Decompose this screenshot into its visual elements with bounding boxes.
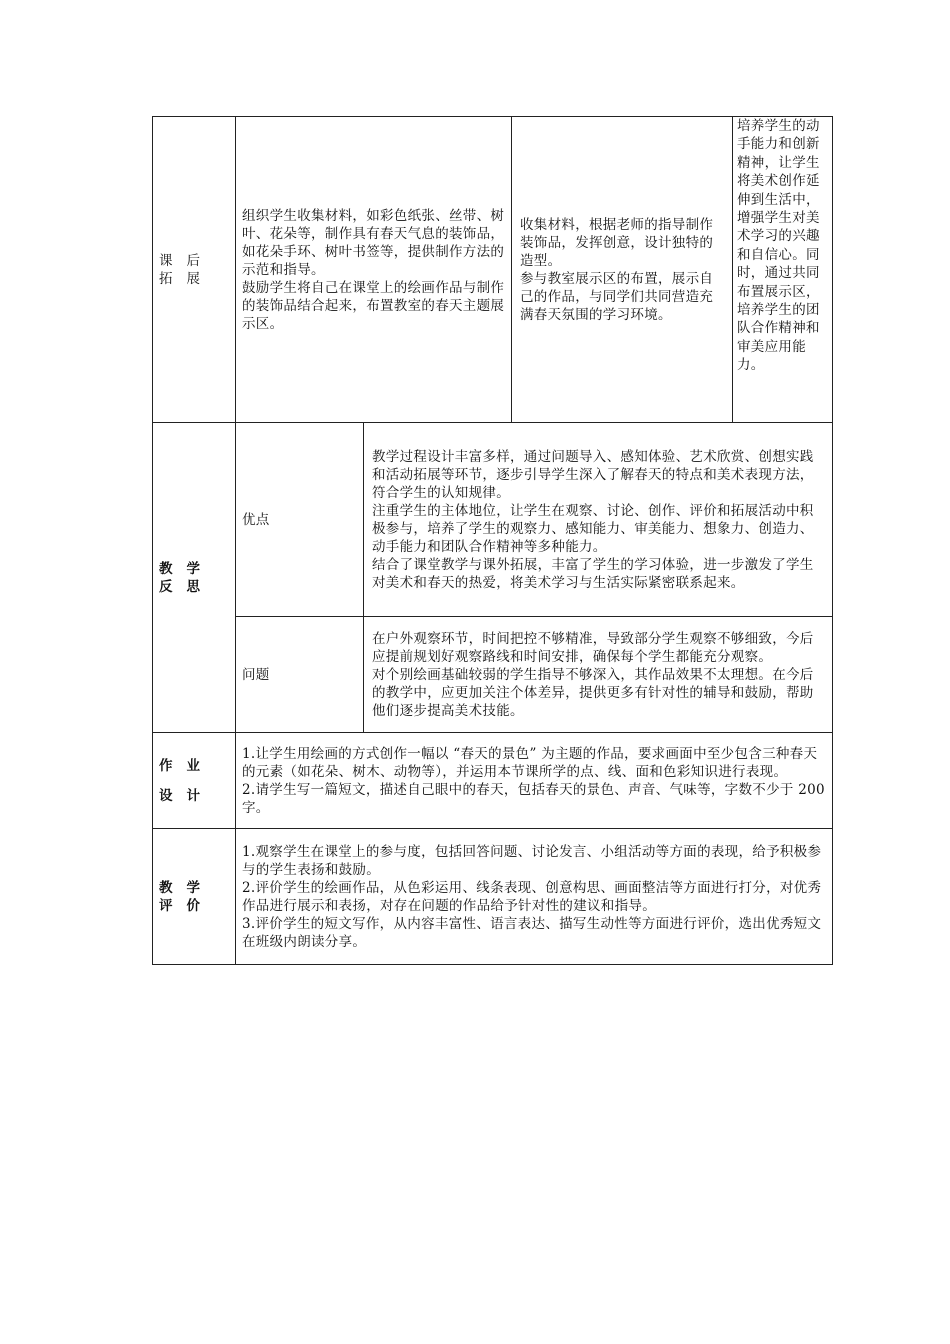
after-class-teacher-cell bbox=[236, 117, 512, 423]
after-class-student-para: 参与教室展示区的布置，展示自己的作品，与同学们共同营造充满春天氛围的学习环境。 bbox=[520, 270, 714, 323]
homework-para: 1.让学生用绘画的方式创作一幅以 “春天的景色” 为主题的作品，要求画面中至少包含三种春天的元素（如花朵、树木、动物等），并运用本节课所学的点、线、面和色彩知识进行表现。 bbox=[242, 745, 818, 780]
evaluation-para: 3.评价学生的短文写作，从内容丰富性、语言表达、描写生动性等方面进行评价，选出优秀短文在班级内朗读分享。 bbox=[242, 915, 822, 950]
strengths-label: 优点 bbox=[242, 511, 270, 528]
lesson-plan-table bbox=[152, 116, 833, 965]
evaluation-row bbox=[153, 829, 833, 965]
reflection-strengths-row bbox=[153, 423, 833, 617]
problems-para: 在户外观察环节，时间把控不够精准，导致部分学生观察不够细致，今后应提前规划好观察路线和时间安排，确保每个学生都能充分观察。 bbox=[372, 630, 814, 665]
after-class-heading bbox=[153, 117, 236, 423]
problems-label: 问题 bbox=[242, 666, 270, 683]
problems-content-cell bbox=[364, 617, 833, 733]
after-class-heading-text: 课后拓展 bbox=[159, 252, 214, 287]
evaluation-heading bbox=[153, 829, 236, 965]
after-class-student-para: 收集材料，根据老师的指导制作装饰品，发挥创意，设计独特的造型。 bbox=[520, 216, 714, 269]
after-class-teacher-para: 鼓励学生将自己在课堂上的绘画作品与制作的装饰品结合起来，布置教室的春天主题展示区。 bbox=[242, 279, 505, 332]
strengths-label-cell bbox=[236, 423, 364, 617]
after-class-teacher-para: 组织学生收集材料，如彩色纸张、丝带、树叶、花朵等，制作具有春天气息的装饰品，如花朵手环、树叶书签等，提供制作方法的示范和指导。 bbox=[242, 207, 505, 278]
problems-para: 对个别绘画基础较弱的学生指导不够深入，其作品效果不太理想。在今后的教学中，应更加关注个体差异，提供更多有针对性的辅导和鼓励，帮助他们逐步提高美术技能。 bbox=[372, 666, 814, 719]
homework-row bbox=[153, 733, 833, 829]
problems-label-cell bbox=[236, 617, 364, 733]
homework-content-cell bbox=[236, 733, 833, 829]
homework-para: 2.请学生写一篇短文，描述自己眼中的春天，包括春天的景色、声音、气味等，字数不少于 200 字。 bbox=[242, 781, 825, 816]
strengths-para: 结合了课堂教学与课外拓展，丰富了学生的学习体验，进一步激发了学生对美术和春天的热爱，将美术学习与生活实际紧密联系起来。 bbox=[372, 556, 814, 591]
evaluation-heading-text: 教学评价 bbox=[159, 879, 214, 914]
homework-heading bbox=[153, 733, 236, 829]
homework-heading-text: 作业设计 bbox=[159, 757, 214, 804]
strengths-content-cell bbox=[364, 423, 833, 617]
strengths-para: 注重学生的主体地位，让学生在观察、讨论、创作、评价和拓展活动中积极参与，培养了学生的观察力、感知能力、审美能力、想象力、创造力、动手能力和团队合作精神等多种能力。 bbox=[372, 502, 814, 555]
strengths-para: 教学过程设计丰富多样，通过问题导入、感知体验、艺术欣赏、创想实践和活动拓展等环节，逐步引导学生深入了解春天的特点和美术表现方法，符合学生的认知规律。 bbox=[372, 448, 814, 501]
after-class-row bbox=[153, 117, 833, 423]
reflection-heading bbox=[153, 423, 236, 733]
after-class-intent-text: 培养学生的动手能力和创新精神，让学生将美术创作延伸到生活中，增强学生对美术学习的兴趣和自信心。同时，通过共同布置展示区，培养学生的团队合作精神和审美应用能力。 bbox=[737, 118, 820, 374]
evaluation-para: 2.评价学生的绘画作品，从色彩运用、线条表现、创意构思、画面整洁等方面进行打分，对优秀作品进行展示和表扬，对存在问题的作品给予针对性的建议和指导。 bbox=[242, 879, 822, 914]
evaluation-para: 1.观察学生在课堂上的参与度，包括回答问题、讨论发言、小组活动等方面的表现，给予积极参与的学生表扬和鼓励。 bbox=[242, 843, 822, 878]
reflection-problems-row bbox=[153, 617, 833, 733]
after-class-student-cell bbox=[512, 117, 733, 423]
reflection-heading-text: 教学反思 bbox=[159, 560, 214, 595]
after-class-intent-cell bbox=[733, 117, 833, 423]
evaluation-content-cell bbox=[236, 829, 833, 965]
